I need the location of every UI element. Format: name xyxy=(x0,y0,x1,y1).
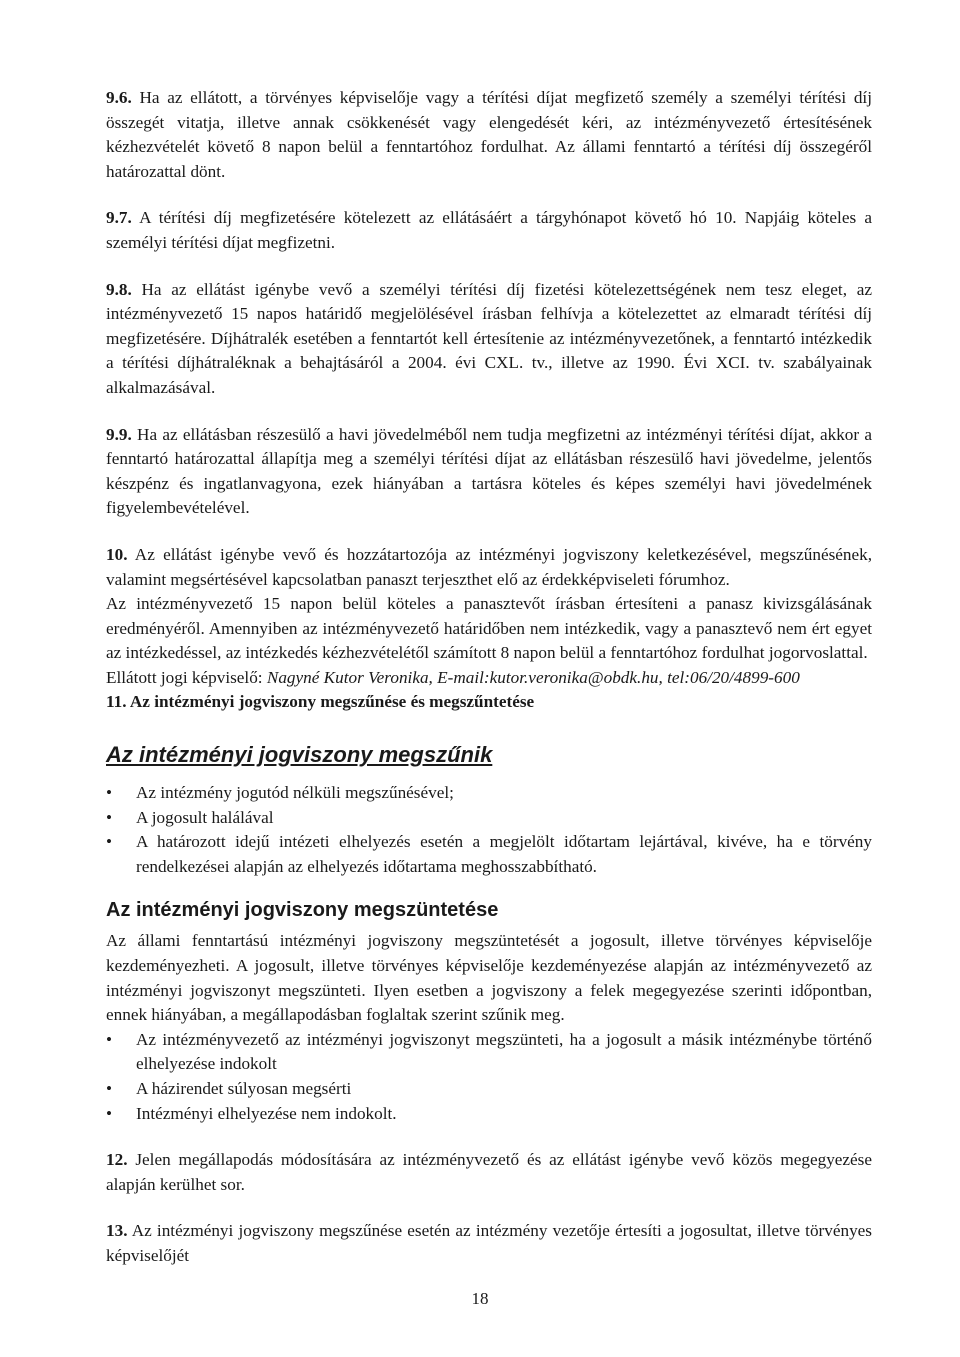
megszuntetese-list xyxy=(106,1028,872,1126)
paragraph-number: 13. xyxy=(106,1221,128,1241)
bullet-icon: • xyxy=(106,807,113,827)
paragraph-text: Az ellátást igénybe vevő és hozzátartozója az intézményi jogviszony keletkezésével, megszűnésének, valamint megsértésével kapcsolatban panaszt terjeszthet elő az érdekképviseleti fórumhoz. xyxy=(106,544,872,589)
paragraph-9-6 xyxy=(106,86,872,184)
bullet-icon: • xyxy=(106,783,113,803)
megszunik-list xyxy=(106,781,872,879)
paragraph-number: 9.7. xyxy=(106,208,132,228)
list-item: • A házirendet súlyosan megsérti xyxy=(106,1077,872,1102)
list-item: • Intézményi elhelyezése nem indokolt. xyxy=(106,1102,872,1127)
heading-megszuntetese: Az intézményi jogviszony megszüntetése xyxy=(106,899,499,922)
paragraph-12 xyxy=(106,1148,872,1197)
megszuntetese-text: Az állami fenntartású intézményi jogviszony megszüntetését a jogosult, illetve törvényes képviselője kezdeményezheti. A jogosult, illetve törvényes képviselője kezdeményezése alapján az intézményvezető az intézményi jogviszonyt megszünteti. Ilyen esetben a jogviszony a felek megegyezése szerinti időpontban, ennek hiányában, a megállapodásban foglaltak szerint szűnik meg. xyxy=(106,931,872,1025)
paragraph-text: Ha az ellátást igénybe vevő a személyi térítési díj fizetési kötelezettségének nem tesz eleget, az intézményvezető 15 napos határidő megjelölésével írásban felhívja a kötelezettet az elmaradt térítési díj megfizetésére. Díjhátralék esetében a fenntartót kell értesítenie az intézményvezetőnek, a fenntartó intézkedik a térítési díjhátraléknak a behajtásáról a 2004. évi CXL. tv., illetve az 1990. Évi XCI. tv. szabályainak alkalmazásával. xyxy=(106,279,872,397)
heading-megszunik: Az intézményi jogviszony megszűnik xyxy=(106,742,493,768)
page-number: 18 xyxy=(471,1289,489,1308)
paragraph-number: 9.8. xyxy=(106,279,132,299)
bullet-icon: • xyxy=(106,1079,113,1098)
bullet-icon: • xyxy=(106,1029,113,1049)
paragraph-text: Jelen megállapodás módosítására az intézményvezető és az ellátást igénybe vevő közös megegyezése alapján kerülhet sor. xyxy=(106,1150,872,1194)
list-item: • Az intézmény jogutód nélküli megszűnésével; xyxy=(106,781,872,806)
paragraph-9-9 xyxy=(106,423,872,521)
list-item: • A jogosult halálával xyxy=(106,806,872,831)
representative-label: Ellátott jogi képviselő: xyxy=(106,667,267,687)
paragraph-text: Az intézményi jogviszony megszűnése esetén az intézmény vezetője értesíti a jogosultat, illetve törvényes képviselőjét xyxy=(106,1221,872,1265)
paragraph-number: 9.9. xyxy=(106,424,132,444)
paragraph-number: 9.6. xyxy=(106,88,132,107)
section-11-title: 11. Az intézményi jogviszony megszűnése és megszűntetése xyxy=(106,692,535,712)
paragraph-10 xyxy=(106,543,872,592)
paragraph-number: 10. xyxy=(106,544,128,564)
paragraph-9-7 xyxy=(106,206,872,255)
paragraph-13 xyxy=(106,1219,872,1268)
paragraph-number: 12. xyxy=(106,1150,128,1170)
paragraph-9-8 xyxy=(106,278,872,401)
legal-representative xyxy=(106,666,872,691)
paragraph-text: Ha az ellátott, a törvényes képviselője vagy a térítési díjat megfizető személy a személyi térítési díj összegét vitatja, illetve annak csökkenését vagy elengedését kéri, az intézményvezető értesítésének kézhezvételét követő 8 napon belül a fenntartóhoz fordulhat. Az állami fenntartó a térítési díj összegéről határozattal dönt. xyxy=(106,88,872,181)
paragraph-10-complaint: Az intézményvezető 15 napon belül köteles a panasztevőt írásban értesíteni a panasz kivizsgálásának eredményéről. Amennyiben az intézményvezető határidőben nem intézkedik, vagy a panasztevő nem ért egyet az intézkedéssel, az intézkedés kézhezvételétől számított 8 napon belül a fenntartóhoz fordulhat jogorvoslattal. xyxy=(106,594,872,663)
paragraph-text: A térítési díj megfizetésére kötelezett az ellátásáért a tárgyhónapot követő hó 10. Napjáig köteles a személyi térítési díjat megfizetni. xyxy=(106,208,872,252)
bullet-icon: • xyxy=(106,1103,113,1123)
representative-contact: Nagyné Kutor Veronika, E-mail:kutor.veronika@obdk.hu, tel:06/20/4899-600 xyxy=(266,667,800,687)
bullet-icon: • xyxy=(106,832,113,852)
list-item: • Az intézményvezető az intézményi jogviszonyt megszünteti, ha a jogosult a másik intézménybe történő elhelyezése indokolt xyxy=(106,1029,872,1074)
list-item: • A határozott idejű intézeti elhelyezés esetén a megjelölt időtartam lejártával, kivéve, ha e törvény rendelkezései alapján az elhelyezés időtartama meghosszabbítható. xyxy=(106,832,872,876)
paragraph-text: Ha az ellátásban részesülő a havi jövedelméből nem tudja megfizetni az intézményi térítési díjat, akkor a fenntartó határozattal állapítja meg a személyi térítési díjat az ellátásban részesülő havi jövedelme, jelentős készpénz és ingatlanvagyona, ezek hiányában a tartásra köteles és képes személyi havi jövedelmének figyelembevételével. xyxy=(106,424,872,518)
